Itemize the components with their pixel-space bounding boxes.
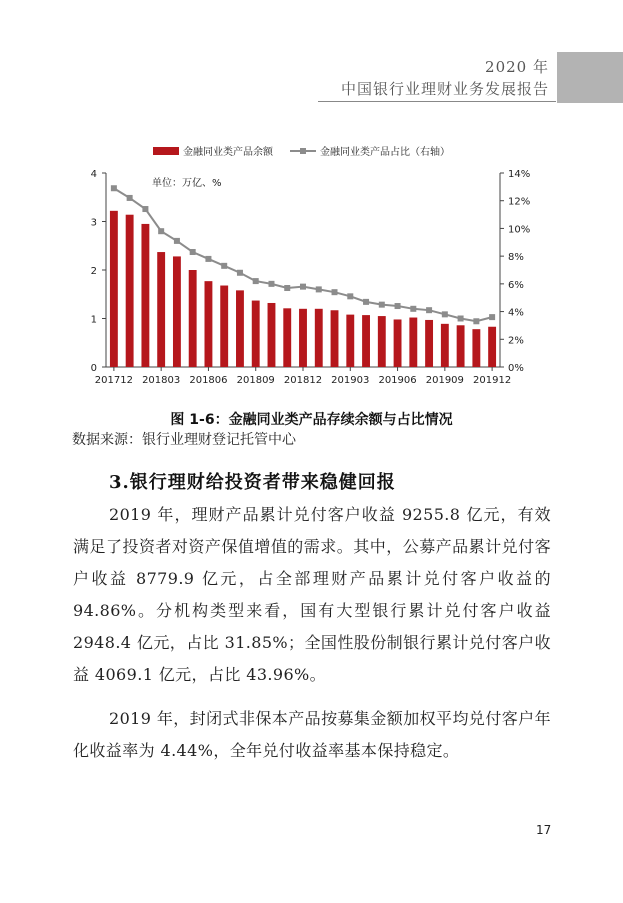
bar-201805	[189, 270, 197, 367]
bar-201906	[394, 319, 402, 367]
ratio-point-201805	[190, 249, 196, 255]
ratio-point-201802	[142, 206, 148, 212]
ratio-point-201912	[489, 314, 495, 320]
ratio-point-201903	[347, 293, 353, 299]
left-tick-label: 1	[90, 314, 97, 326]
ratio-point-201803	[158, 228, 164, 234]
bar-201909	[441, 324, 449, 367]
bar-201902	[331, 310, 339, 367]
left-tick-label: 2	[90, 266, 97, 277]
chart-legend	[153, 145, 450, 158]
x-tick-label: 201803	[142, 375, 181, 386]
ratio-point-201809	[253, 278, 259, 284]
ratio-point-201906	[395, 303, 401, 309]
section-title: 3.银行理财给投资者带来稳健回报	[109, 472, 396, 493]
bar-201908	[425, 320, 433, 367]
bar-201811	[283, 308, 291, 367]
right-tick-label: 4%	[508, 307, 524, 319]
x-tick-label: 201906	[378, 375, 417, 386]
right-tick-label: 2%	[508, 335, 524, 347]
ratio-point-201908	[426, 307, 432, 313]
right-tick-label: 8%	[508, 252, 524, 264]
ratio-line	[114, 188, 492, 321]
x-tick-label: 201909	[425, 375, 464, 386]
paragraph-2: 2019 年，封闭式非保本产品按募集金额加权平均兑付客户年化收益率为 4.44%，全年兑付收益率基本保持稳定。	[73, 709, 551, 760]
ratio-point-201911	[473, 318, 479, 324]
bar-201801	[126, 215, 134, 367]
bar-201712	[110, 211, 118, 367]
figure-caption: 图 1-6：金融同业类产品存续余额与占比情况	[170, 412, 453, 428]
left-tick-label: 0	[90, 363, 97, 374]
bar-201806	[205, 281, 213, 367]
bar-201808	[236, 290, 244, 367]
left-tick-label: 4	[90, 169, 97, 180]
bar-201807	[220, 286, 228, 367]
paragraph-1: 2019 年，理财产品累计兑付客户收益 9255.8 亿元，有效满足了投资者对资产保值增值的需求。其中，公募产品累计兑付客户收益 8779.9 亿元，占全部理财产品累计兑付客户收益的 94.86%。分机构类型来看，国有大型银行累计兑付客户收益 2948.4 亿元，占比 31.85%；全国性股份制银行累计兑付客户收益 4069.1 亿元，占比 43.96%。	[73, 505, 551, 684]
bar-201911	[472, 329, 480, 367]
legend-line-marker	[300, 148, 306, 154]
bar-201803	[157, 252, 165, 367]
ratio-point-201810	[268, 281, 274, 287]
right-tick-label: 14%	[508, 169, 531, 180]
bar-201804	[173, 256, 181, 367]
header-tab-block	[557, 52, 623, 103]
right-tick-label: 12%	[508, 196, 531, 208]
legend-bar-swatch	[153, 147, 179, 155]
x-tick-label: 201812	[283, 375, 323, 386]
data-source: 数据来源：银行业理财登记托管中心	[72, 432, 296, 448]
header-rule	[318, 101, 556, 102]
ratio-point-201801	[127, 195, 133, 201]
page-number: 17	[536, 823, 552, 837]
right-tick-label: 10%	[508, 224, 531, 236]
line-series	[111, 185, 495, 324]
ratio-point-201808	[237, 270, 243, 276]
ratio-point-201811	[284, 285, 290, 291]
legend-line-label: 金融同业类产品占比（右轴）	[320, 147, 450, 158]
ratio-point-201804	[174, 238, 180, 244]
bar-201903	[346, 315, 354, 367]
header-year: 2020 年	[485, 58, 549, 76]
legend-bar-label: 金融同业类产品余额	[183, 147, 273, 158]
ratio-point-201907	[410, 306, 416, 312]
right-tick-label: 0%	[508, 363, 524, 374]
x-tick-label: 201903	[331, 375, 370, 386]
bar-201912	[488, 327, 496, 367]
bar-201905	[378, 316, 386, 367]
bar-201802	[141, 224, 149, 367]
bar-201812	[299, 309, 307, 367]
bar-201809	[252, 301, 260, 367]
bar-201910	[457, 325, 465, 367]
balance-ratio-chart	[68, 140, 552, 390]
x-tick-label: 201809	[236, 375, 275, 386]
ratio-point-201905	[379, 302, 385, 308]
ratio-point-201910	[458, 316, 464, 322]
ratio-point-201904	[363, 299, 369, 305]
header-title: 中国银行业理财业务发展报告	[340, 80, 549, 98]
ratio-point-201909	[442, 311, 448, 317]
unit-label: 单位：万亿、%	[152, 178, 222, 189]
x-tick-label: 201712	[94, 375, 133, 386]
ratio-point-201807	[221, 263, 227, 269]
bar-201904	[362, 315, 370, 367]
ratio-point-201812	[300, 284, 306, 290]
bar-201907	[409, 318, 417, 367]
x-tick-label: 201912	[473, 375, 512, 386]
left-tick-label: 3	[90, 217, 97, 229]
x-tick-label: 201806	[189, 375, 228, 386]
ratio-point-201901	[316, 286, 322, 292]
ratio-point-201806	[205, 256, 211, 262]
ratio-point-201712	[111, 185, 117, 191]
bar-201901	[315, 309, 323, 367]
bar-201810	[268, 303, 276, 367]
ratio-point-201902	[332, 289, 338, 295]
right-tick-label: 6%	[508, 279, 524, 291]
